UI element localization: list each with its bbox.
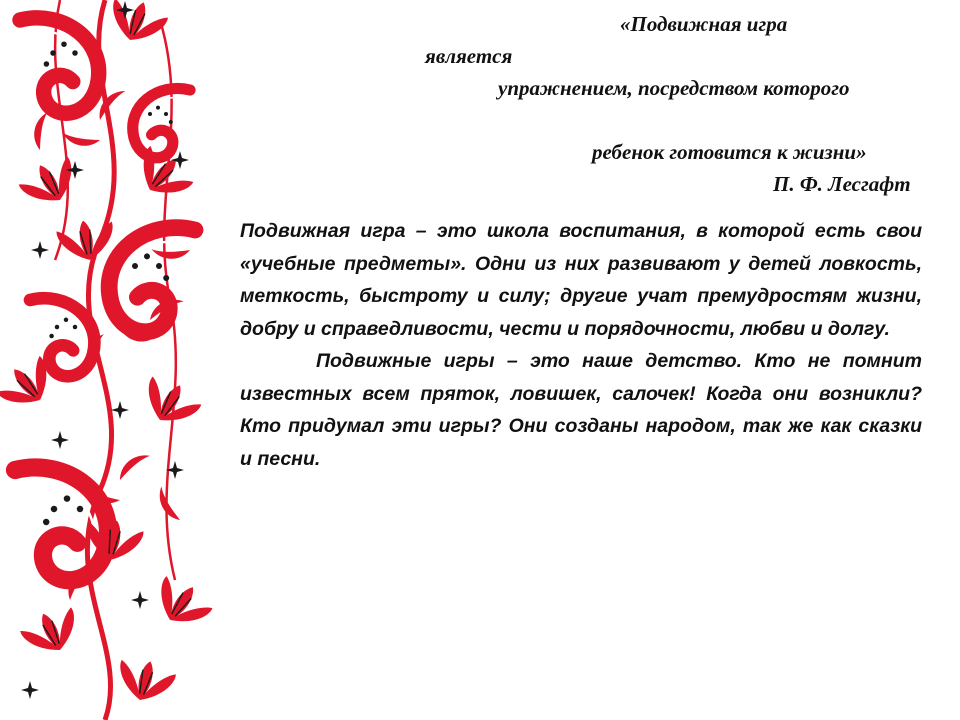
quote-author: П. Ф. Лесгафт	[773, 172, 911, 196]
paragraph-1: Подвижная игра – это школа воспитания, в которой есть свои «учебные предметы». Одни из них развивают у детей ловкость, меткость, быстроту и силу; другие учат премудростям жизни, добру и справедливости, чести и порядочности, любви и долгу.	[240, 220, 922, 340]
paragraph-2: Подвижные игры – это наше детство. Кто не помнит известных всем пряток, ловишек, салочек! Когда они возникли? Кто придумал эти игры? Они созданы народом, так же как сказки и песни.	[240, 350, 922, 470]
floral-ornament-border	[0, 0, 215, 720]
main-text	[240, 215, 922, 475]
quote-line-4: ребенок готовится к жизни»	[592, 140, 867, 164]
quote-line-3: упражнением, посредством которого	[498, 76, 850, 100]
quote-line-1: «Подвижная игра	[620, 12, 788, 36]
quote-line-2: является	[425, 44, 513, 68]
